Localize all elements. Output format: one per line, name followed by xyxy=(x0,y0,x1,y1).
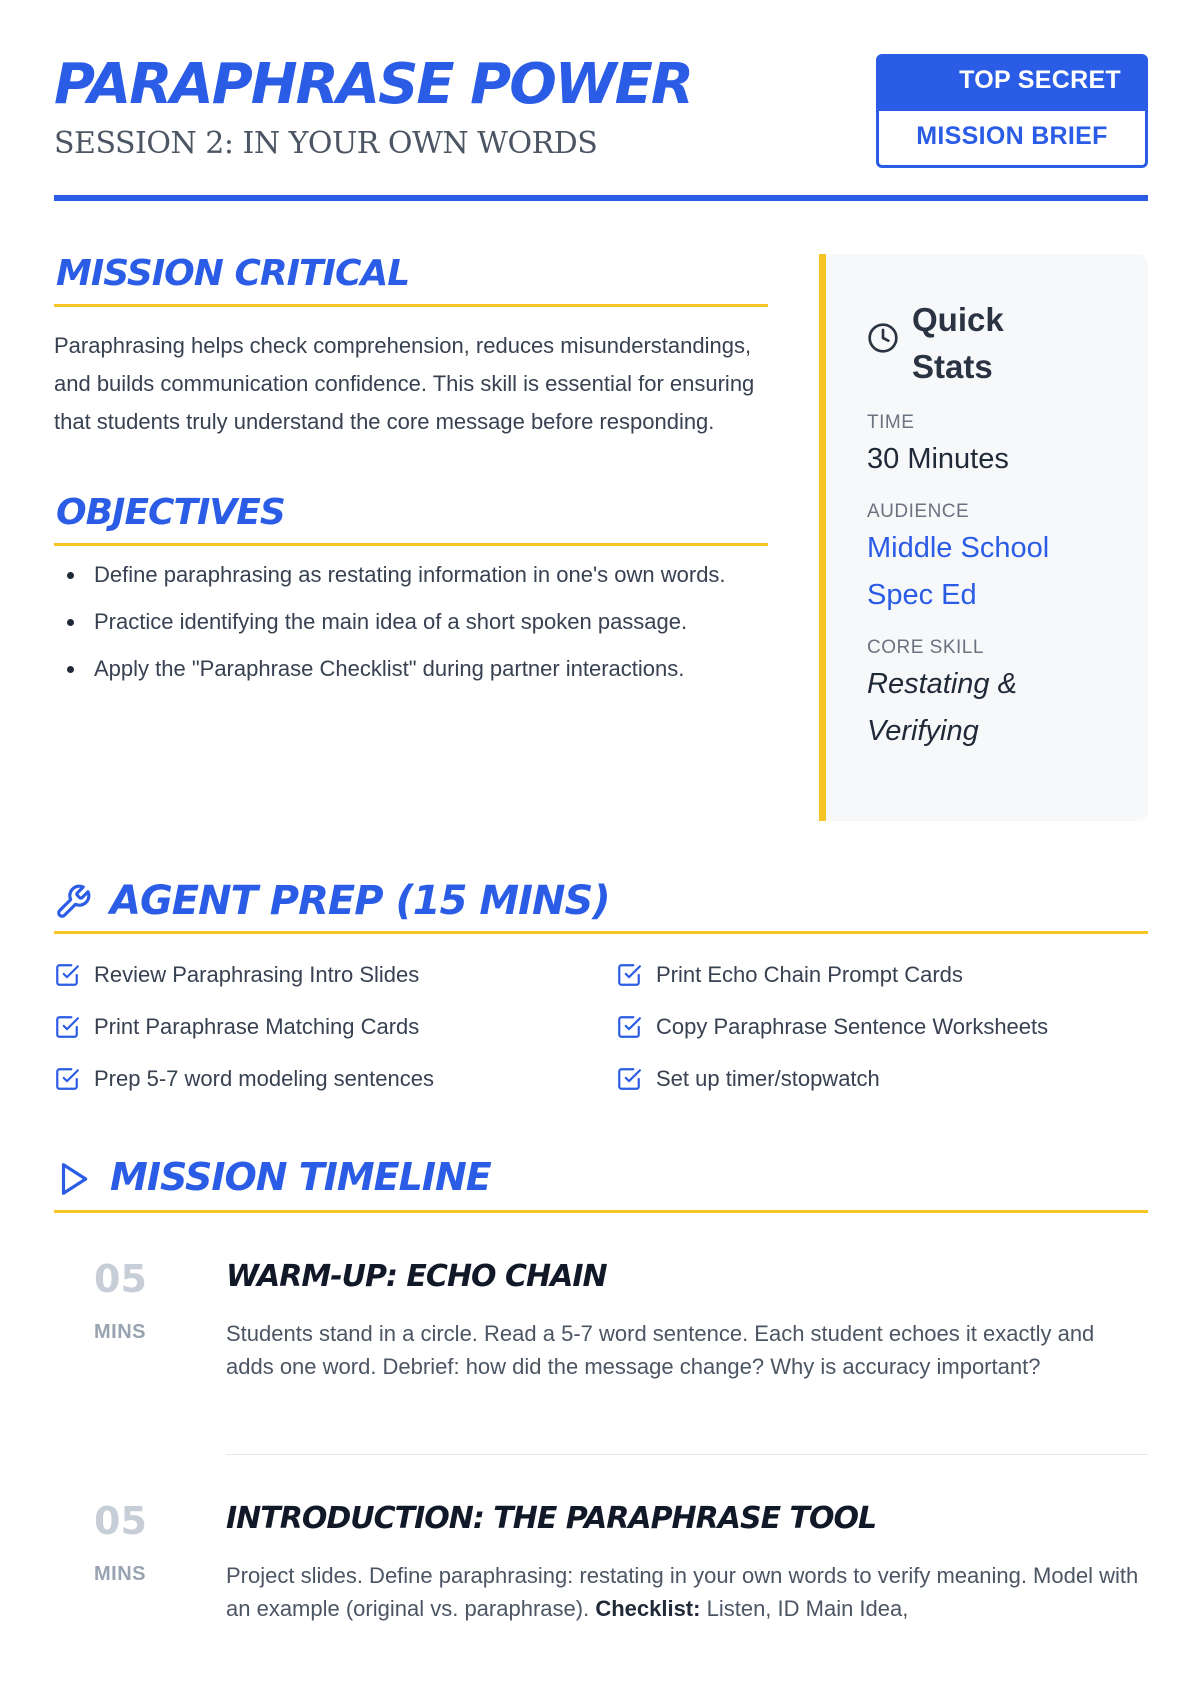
timeline-minutes-unit: MINS xyxy=(94,1563,146,1585)
prep-item-label: Review Paraphrasing Intro Slides xyxy=(94,962,420,987)
mission-timeline-heading: MISSION TIMELINE xyxy=(110,1155,491,1199)
prep-checklist-item[interactable] xyxy=(54,1010,419,1044)
mission-timeline-header xyxy=(54,1152,1148,1198)
objectives-heading: OBJECTIVES xyxy=(56,492,285,533)
mission-timeline-section xyxy=(54,1152,1148,1697)
prep-checklist-item[interactable] xyxy=(616,1062,880,1096)
page-subtitle: SESSION 2: IN YOUR OWN WORDS xyxy=(54,126,598,161)
prep-checklist-item[interactable] xyxy=(616,958,963,992)
audience-label: AUDIENCE xyxy=(867,501,970,522)
objectives-list xyxy=(54,558,768,685)
core-skill-value xyxy=(867,661,1118,755)
agent-prep-section xyxy=(54,875,1148,1128)
prep-item-label: Copy Paraphrase Sentence Worksheets xyxy=(656,1014,1049,1039)
timeline-item-title: INTRODUCTION: THE PARAPHRASE TOOL xyxy=(226,1501,877,1536)
prep-item-label: Print Paraphrase Matching Cards xyxy=(94,1014,420,1039)
quick-stats-title: Quick Stats xyxy=(912,301,1004,385)
description-text: Listen, ID Main Idea, xyxy=(706,1596,909,1621)
audience-line: Middle School xyxy=(867,532,1050,564)
wrench-icon xyxy=(54,883,92,921)
mission-stamp xyxy=(876,54,1148,168)
checkbox-checked-icon xyxy=(54,1014,80,1040)
time-label: TIME xyxy=(867,412,915,433)
checkbox-checked-icon xyxy=(616,1066,642,1092)
prep-checklist-item[interactable] xyxy=(616,1010,1048,1044)
mission-critical-text: Paraphrasing helps check comprehension, reduces misunderstandings, and builds communication confidence. This skill is essential for ensuring that students truly understand the core message before responding. xyxy=(54,333,755,434)
timeline-minutes: 05 xyxy=(94,1257,147,1301)
core-skill-line: Verifying xyxy=(867,715,979,747)
header-divider xyxy=(54,195,1148,201)
timeline-item-description: Students stand in a circle. Read a 5-7 word sentence. Each student echoes it exactly and adds one word. Debrief: how did the message change? Why is accuracy important? xyxy=(226,1321,1095,1379)
timeline-item-description xyxy=(226,1559,1148,1625)
time-value: 30 Minutes xyxy=(867,443,1009,475)
play-icon xyxy=(54,1160,92,1198)
checkbox-checked-icon xyxy=(616,1014,642,1040)
objective-item: Practice identifying the main idea of a short spoken passage. xyxy=(54,605,768,638)
audience-value xyxy=(867,525,1118,619)
objective-item: Apply the "Paraphrase Checklist" during partner interactions. xyxy=(54,652,768,685)
stamp-mission-brief: MISSION BRIEF xyxy=(916,122,1108,150)
core-skill-label: CORE SKILL xyxy=(867,637,984,658)
prep-checklist-item[interactable] xyxy=(54,1062,434,1096)
checkbox-checked-icon xyxy=(54,962,80,988)
stamp-top-secret: TOP SECRET xyxy=(879,57,1145,111)
quick-stats-header xyxy=(867,296,1118,406)
prep-checklist xyxy=(54,958,1148,1128)
quick-stats-card xyxy=(819,254,1148,821)
timeline-minutes-unit: MINS xyxy=(94,1321,146,1343)
prep-checklist-item[interactable] xyxy=(54,958,419,992)
page-title: PARAPHRASE POWER xyxy=(54,52,692,117)
header xyxy=(54,52,1148,200)
clock-icon xyxy=(867,322,899,354)
audience-line: Spec Ed xyxy=(867,579,977,611)
core-skill-line: Restating & xyxy=(867,668,1017,700)
prep-item-label: Print Echo Chain Prompt Cards xyxy=(656,962,963,987)
section-divider xyxy=(54,304,768,307)
timeline-item xyxy=(54,1213,1148,1455)
checkbox-checked-icon xyxy=(616,962,642,988)
prep-item-label: Prep 5-7 word modeling sentences xyxy=(94,1066,434,1091)
agent-prep-heading: AGENT PREP (15 MINS) xyxy=(110,878,610,924)
objective-item: Define paraphrasing as restating information in one's own words. xyxy=(54,558,768,591)
checklist-label: Checklist: xyxy=(595,1596,701,1621)
mission-critical-heading: MISSION CRITICAL xyxy=(56,253,410,294)
checkbox-checked-icon xyxy=(54,1066,80,1092)
timeline-item xyxy=(54,1455,1148,1697)
left-column xyxy=(54,253,768,699)
agent-prep-header xyxy=(54,875,1148,924)
section-divider xyxy=(54,543,768,546)
timeline-item-title: WARM-UP: ECHO CHAIN xyxy=(226,1259,607,1294)
description-text: Project slides. Define paraphrasing: restating in your own words to verify meaning. Model with an example (original vs. paraphrase). xyxy=(226,1563,1139,1621)
timeline-minutes: 05 xyxy=(94,1499,147,1543)
section-divider xyxy=(54,931,1148,934)
prep-item-label: Set up timer/stopwatch xyxy=(656,1066,880,1091)
